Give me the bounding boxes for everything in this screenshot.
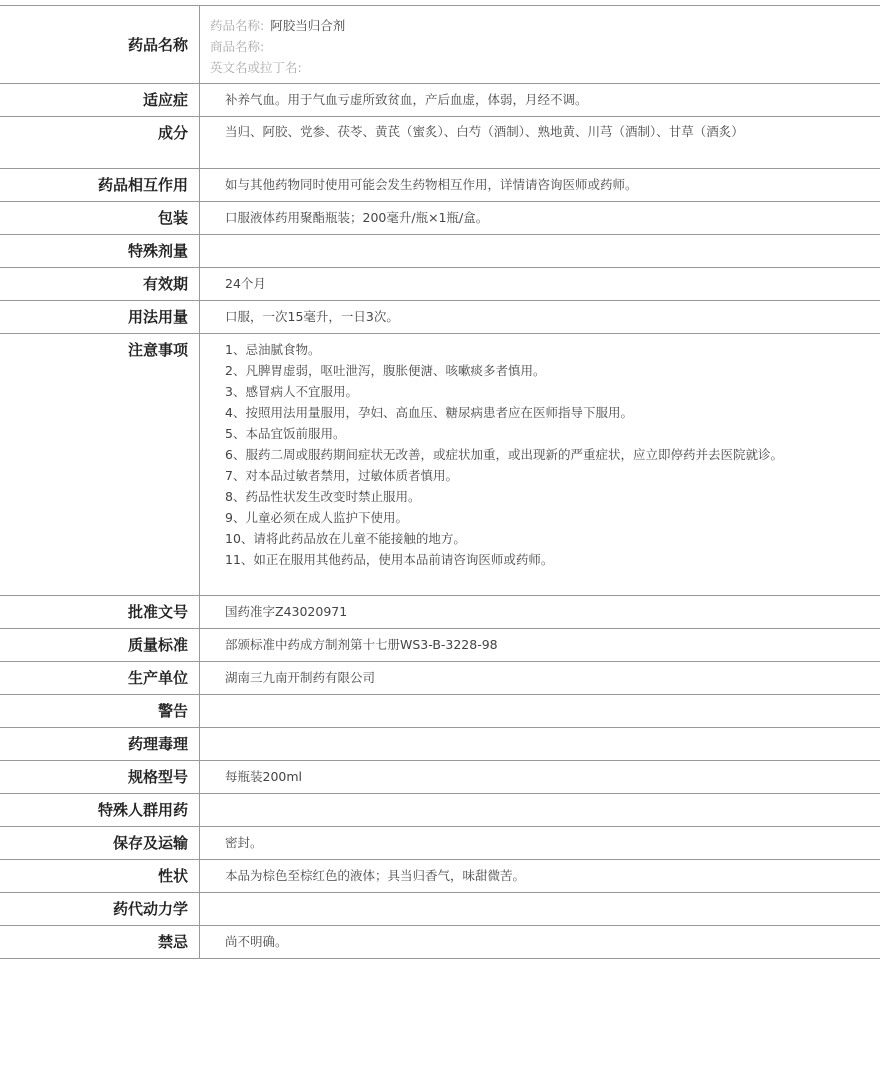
row-precautions — [0, 334, 880, 596]
usage-value: 口服，一次15毫升，一日3次。 — [225, 309, 399, 324]
character-value: 本品为棕色至棕红色的液体；具当归香气，味甜微苦。 — [225, 868, 526, 883]
row-pharmacokinetics — [0, 893, 880, 926]
row-contraindication — [0, 926, 880, 959]
precautions-label: 注意事项 — [0, 334, 200, 595]
row-drug-names — [0, 6, 880, 84]
package-value: 口服液体药用聚酯瓶装；200毫升/瓶×1瓶/盒。 — [225, 210, 489, 225]
standard-label: 质量标准 — [0, 629, 200, 661]
interaction-label: 药品相互作用 — [0, 169, 200, 201]
validity-value: 24个月 — [225, 276, 266, 291]
row-character — [0, 860, 880, 893]
row-manufacturer — [0, 662, 880, 695]
drug-name-key: 药品名称: — [210, 18, 265, 33]
row-toxicology — [0, 728, 880, 761]
english-name-key: 英文名或拉丁名: — [210, 60, 302, 75]
indication-label: 适应症 — [0, 84, 200, 116]
list-item: 4、按照用法用量服用，孕妇、高血压、糖尿病患者应在医师指导下服用。 — [225, 405, 633, 420]
validity-label: 有效期 — [0, 268, 200, 300]
row-usage — [0, 301, 880, 334]
trade-name-key: 商品名称: — [210, 39, 265, 54]
storage-value: 密封。 — [225, 835, 263, 850]
contraindication-label: 禁忌 — [0, 926, 200, 958]
character-label: 性状 — [0, 860, 200, 892]
pharmacokinetics-value — [200, 893, 880, 925]
row-validity — [0, 268, 880, 301]
pharmacokinetics-label: 药代动力学 — [0, 893, 200, 925]
list-item: 6、服药二周或服药期间症状无改善，或症状加重，或出现新的严重症状，应立即停药并去医院就诊。 — [225, 447, 783, 462]
row-warning — [0, 695, 880, 728]
ingredients-value: 当归、阿胶、党参、茯苓、黄芪（蜜炙）、白芍（酒制）、熟地黄、川芎（酒制）、甘草（酒炙） — [225, 124, 744, 139]
approval-value: 国药准字Z43020971 — [225, 604, 348, 619]
row-standard — [0, 629, 880, 662]
interaction-value: 如与其他药物同时使用可能会发生药物相互作用，详情请咨询医师或药师。 — [225, 177, 638, 192]
row-special-population — [0, 794, 880, 827]
drug-name-line — [210, 15, 790, 36]
toxicology-label: 药理毒理 — [0, 728, 200, 760]
row-approval — [0, 596, 880, 629]
spec-label: 规格型号 — [0, 761, 200, 793]
row-indication — [0, 84, 880, 117]
list-item: 9、儿童必须在成人监护下使用。 — [225, 510, 408, 525]
drug-names-label: 药品名称 — [127, 36, 188, 54]
list-item: 3、感冒病人不宜服用。 — [225, 384, 358, 399]
drug-names-block — [200, 6, 880, 83]
list-item: 11、如正在服用其他药品，使用本品前请咨询医师或药师。 — [225, 552, 554, 567]
list-item: 8、药品性状发生改变时禁止服用。 — [225, 489, 421, 504]
row-interaction — [0, 169, 880, 202]
list-item: 2、凡脾胃虚弱，呕吐泄泻，腹胀便溏、咳嗽痰多者慎用。 — [225, 363, 546, 378]
list-item: 1、忌油腻食物。 — [225, 342, 321, 357]
approval-label: 批准文号 — [0, 596, 200, 628]
contraindication-value: 尚不明确。 — [225, 934, 288, 949]
special-dose-label: 特殊剂量 — [0, 235, 200, 267]
row-package — [0, 202, 880, 235]
list-item: 5、本品宜饭前服用。 — [225, 426, 346, 441]
package-label: 包装 — [0, 202, 200, 234]
list-item: 7、对本品过敏者禁用，过敏体质者慎用。 — [225, 468, 458, 483]
usage-label: 用法用量 — [0, 301, 200, 333]
list-item: 10、请将此药品放在儿童不能接触的地方。 — [225, 531, 466, 546]
warning-value — [200, 695, 880, 727]
row-spec — [0, 761, 880, 794]
row-special-dose — [0, 235, 880, 268]
storage-label: 保存及运输 — [0, 827, 200, 859]
standard-value: 部颁标准中药成方制剂第十七册WS3-B-3228-98 — [225, 637, 498, 652]
row-label-drug-names — [0, 6, 200, 83]
special-population-value — [200, 794, 880, 826]
trade-name-line — [210, 36, 790, 57]
row-ingredients — [0, 117, 880, 169]
precautions-list — [200, 334, 880, 595]
special-population-label: 特殊人群用药 — [0, 794, 200, 826]
indication-value: 补养气血。用于气血亏虚所致贫血，产后血虚，体弱，月经不调。 — [225, 92, 588, 107]
warning-label: 警告 — [0, 695, 200, 727]
special-dose-value — [200, 235, 880, 267]
toxicology-value — [200, 728, 880, 760]
english-name-line — [210, 57, 790, 78]
spec-value: 每瓶装200ml — [225, 769, 303, 784]
drug-info-table — [0, 5, 880, 959]
row-storage — [0, 827, 880, 860]
drug-name-value: 阿胶当归合剂 — [270, 18, 346, 33]
ingredients-label: 成分 — [0, 117, 200, 168]
manufacturer-value: 湖南三九南开制药有限公司 — [225, 670, 376, 685]
manufacturer-label: 生产单位 — [0, 662, 200, 694]
